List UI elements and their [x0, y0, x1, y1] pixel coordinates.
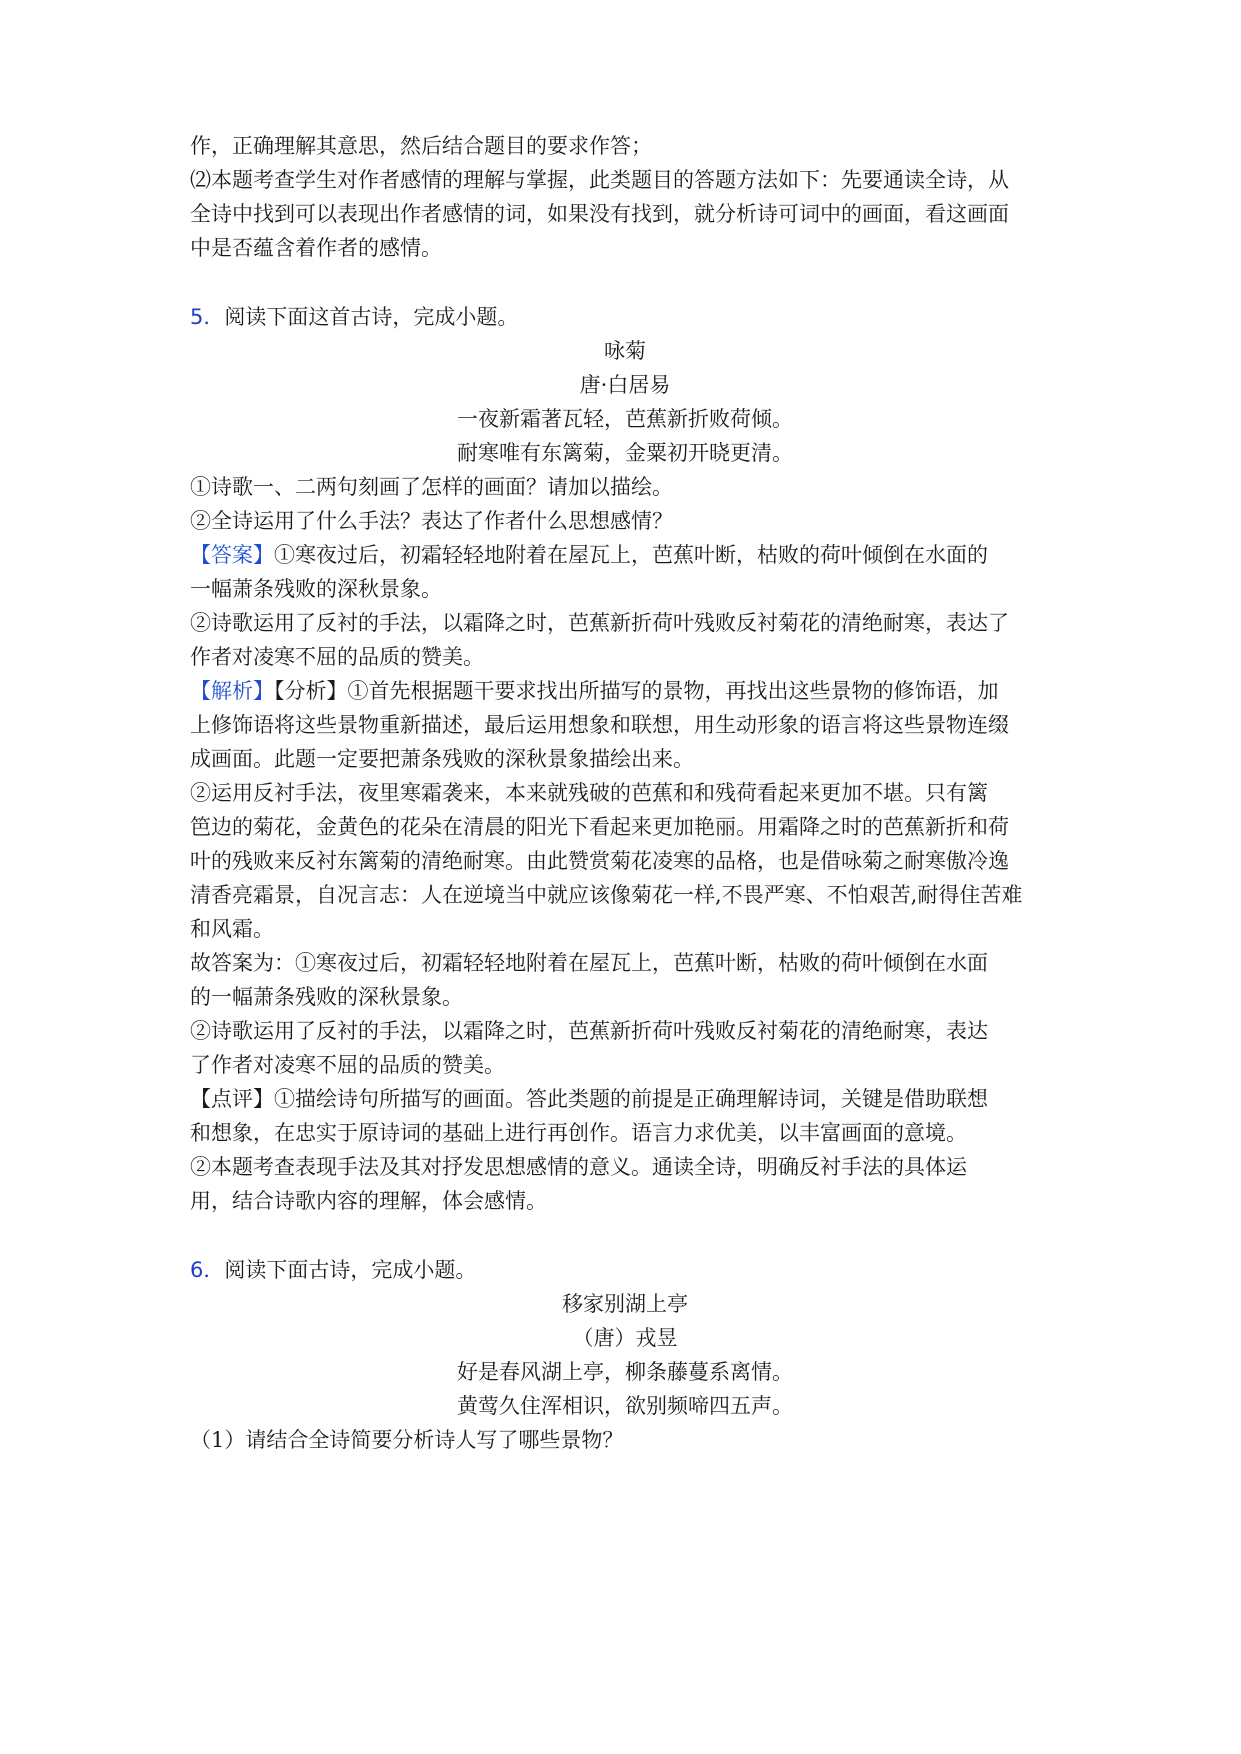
q5-heading: [190, 302, 1060, 332]
q5-analysis-line-15: ②本题考查表现手法及其对抒发思想感情的意义。通读全诗，明确反衬手法的具体运: [190, 1155, 967, 1179]
q5-answer-line-3: ②诗歌运用了反衬的手法，以霜降之时，芭蕉新折荷叶残败反衬菊花的清绝耐寒，表达了: [190, 611, 1009, 635]
q5-answer-line-1: 【答案】①寒夜过后，初霜轻轻地附着在屋瓦上，芭蕉叶断，枯败的荷叶倾倒在水面的: [190, 543, 988, 567]
q6-poem-line-2: 黄莺久住浑相识，欲别频啼四五声。: [457, 1394, 793, 1418]
prev-line-4: 中是否蕴含着作者的感情。: [190, 236, 442, 260]
q6-prompt: 阅读下面古诗，完成小题。: [224, 1258, 477, 1282]
q5-analysis-line-4: ②运用反衬手法，夜里寒霜袭来，本来就残破的芭蕉和和残荷看起来更加不堪。只有篱: [190, 781, 988, 805]
q5-answer-line-2: 一幅萧条残败的深秋景象。: [190, 577, 442, 601]
q5-question-1: ①诗歌一、二两句刻画了怎样的画面？请加以描绘。: [190, 475, 673, 499]
q5-analysis-line-12: 了作者对凌寒不屈的品质的赞美。: [190, 1053, 505, 1077]
q5-analysis-line-6: 叶的残败来反衬东篱菊的清绝耐寒。由此赞赏菊花凌寒的品格，也是借咏菊之耐寒傲冷逸: [190, 849, 1009, 873]
q5-analysis-line-11: ②诗歌运用了反衬的手法，以霜降之时，芭蕉新折荷叶残败反衬菊花的清绝耐寒，表达: [190, 1019, 988, 1043]
q5-poem-title: 咏菊: [604, 339, 646, 363]
q6-poem-line-1: 好是春风湖上亭，柳条藤蔓系离情。: [457, 1360, 793, 1384]
q5-analysis-line-1: 【解析】【分析】①首先根据题干要求找出所描写的景物，再找出这些景物的修饰语，加: [190, 679, 999, 703]
q5-poem-line-2: 耐寒唯有东篱菊，金粟初开晓更清。: [457, 441, 793, 465]
q5-answer-line-4: 作者对凌寒不屈的品质的赞美。: [190, 645, 484, 669]
q5-poem-author: 唐·白居易: [579, 373, 671, 397]
q6-poem-author: （唐）戎昱: [572, 1326, 678, 1350]
prev-line-1: 作，正确理解其意思，然后结合题目的要求作答；: [190, 134, 652, 158]
answer-tag: 【答案】: [190, 543, 274, 567]
q6-heading: [190, 1255, 1060, 1285]
q5-analysis-line-10: 的一幅萧条残败的深秋景象。: [190, 985, 463, 1009]
q5-analysis-line-3: 成画面。此题一定要把萧条残败的深秋景象描绘出来。: [190, 747, 694, 771]
q5-analysis-line-14: 和想象，在忠实于原诗词的基础上进行再创作。语言力求优美，以丰富画面的意境。: [190, 1121, 967, 1145]
prev-line-3: 全诗中找到可以表现出作者感情的词，如果没有找到，就分析诗可词中的画面，看这画面: [190, 202, 1009, 226]
q6-question-1: （1）请结合全诗简要分析诗人写了哪些景物？: [190, 1428, 624, 1452]
q6-poem-title: 移家别湖上亭: [562, 1292, 688, 1316]
q5-prompt: 阅读下面这首古诗，完成小题。: [224, 305, 519, 329]
q5-analysis-line-16: 用，结合诗歌内容的理解，体会感情。: [190, 1189, 547, 1213]
q5-question-2: ②全诗运用了什么手法？表达了作者什么思想感情？: [190, 509, 673, 533]
q6-number: 6．: [190, 1258, 225, 1282]
q5-analysis-line-7: 清香亮霜景，自况言志：人在逆境当中就应该像菊花一样,不畏严寒、不怕艰苦,耐得住苦难: [190, 883, 1023, 907]
q5-analysis-line-2: 上修饰语将这些景物重新描述，最后运用想象和联想，用生动形象的语言将这些景物连缀: [190, 713, 1009, 737]
q5-analysis-line-13: 【点评】①描绘诗句所描写的画面。答此类题的前提是正确理解诗词，关键是借助联想: [190, 1087, 988, 1111]
q5-analysis-line-5: 笆边的菊花，金黄色的花朵在清晨的阳光下看起来更加艳丽。用霜降之时的芭蕉新折和荷: [190, 815, 1009, 839]
q5-analysis-line-8: 和风霜。: [190, 917, 274, 941]
analysis-tag: 【解析】: [190, 679, 274, 703]
q5-number: 5．: [190, 305, 225, 329]
q5-poem-line-1: 一夜新霜著瓦轻，芭蕉新折败荷倾。: [457, 407, 793, 431]
prev-line-2: ⑵本题考查学生对作者感情的理解与掌握，此类题目的答题方法如下：先要通读全诗，从: [190, 168, 1009, 192]
q5-analysis-line-9: 故答案为：①寒夜过后，初霜轻轻地附着在屋瓦上，芭蕉叶断，枯败的荷叶倾倒在水面: [190, 951, 988, 975]
